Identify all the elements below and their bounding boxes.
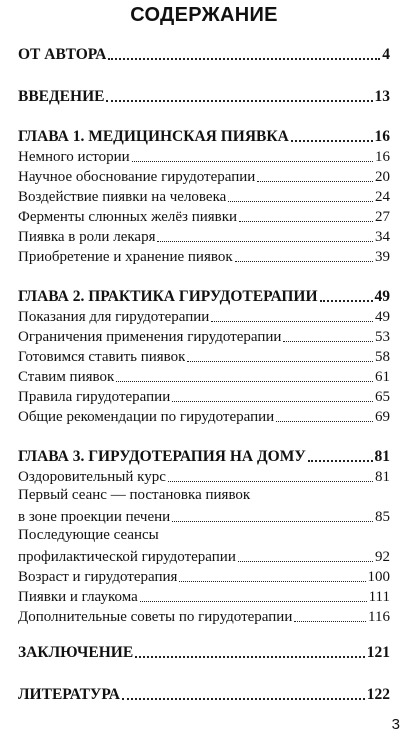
toc-entry[interactable] (18, 226, 390, 246)
toc-entry-references[interactable] (18, 684, 390, 704)
toc-entry[interactable] (18, 566, 390, 586)
dot-leader (172, 401, 373, 402)
toc-entry-conclusion[interactable] (18, 642, 390, 662)
toc-entry-title: ВВЕДЕНИЕ (18, 88, 105, 105)
dot-leader (179, 581, 365, 582)
toc-entry-title: Показания для гирудотерапии (18, 309, 210, 325)
toc-entry[interactable] (18, 386, 390, 406)
toc-entry[interactable] (18, 606, 390, 626)
toc-entry[interactable] (18, 186, 390, 206)
toc-entry[interactable] (18, 406, 390, 426)
dot-leader (187, 361, 373, 362)
dot-leader (108, 58, 380, 60)
dot-leader (135, 656, 365, 658)
toc-entry-from-author[interactable] (18, 44, 390, 64)
toc-entry-title: Ставим пиявок (18, 369, 115, 385)
toc-entry-title: Научное обоснование гирудотерапии (18, 169, 256, 185)
dot-leader (132, 161, 373, 162)
toc-entry-introduction[interactable] (18, 86, 390, 106)
dot-leader (257, 181, 373, 182)
toc-entry-title: Дополнительные советы по гирудотерапии (18, 609, 293, 625)
toc-entry[interactable] (18, 346, 390, 366)
toc-entry-title: Пиявка в роли лекаря (18, 229, 156, 245)
toc-entry-title: Ограничения применения гирудотерапии (18, 329, 282, 345)
toc-entry[interactable] (18, 586, 390, 606)
toc-page-number: 65 (375, 389, 390, 405)
toc-entry[interactable] (18, 366, 390, 386)
toc-page-number: 34 (375, 229, 390, 245)
toc-entry-title: в зоне проекции печени (18, 509, 171, 525)
toc-entry[interactable] (18, 146, 390, 166)
toc-entry[interactable] (18, 246, 390, 266)
toc-page-number: 81 (375, 469, 390, 485)
toc-entry[interactable] (18, 306, 390, 326)
toc-entry-title: ГЛАВА 3. ГИРУДОТЕРАПИЯ НА ДОМУ (18, 448, 306, 465)
dot-leader (283, 341, 373, 342)
toc-chapter-2[interactable] (18, 286, 390, 306)
toc-entry-title: Правила гирудотерапии (18, 389, 171, 405)
toc-entry-title: ГЛАВА 2. ПРАКТИКА ГИРУДОТЕРАПИИ (18, 288, 318, 305)
toc-entry[interactable] (18, 466, 390, 486)
toc-page-number: 16 (375, 149, 390, 165)
toc-entry-title: Немного истории (18, 149, 130, 165)
toc-entry-title: ЛИТЕРАТУРА (18, 686, 120, 703)
dot-leader (239, 221, 373, 222)
toc-entry-title: Воздействие пиявки на человека (18, 189, 227, 205)
dot-leader (140, 601, 367, 602)
toc-page-number: 81 (374, 448, 390, 465)
toc-page-number: 116 (368, 609, 390, 625)
toc-entry-title: профилактической гирудотерапии (18, 549, 236, 565)
toc-entry-title: Возраст и гирудотерапия (18, 569, 178, 585)
toc-page-number: 24 (375, 189, 390, 205)
toc-entry[interactable] (18, 546, 390, 566)
toc-page-number: 16 (374, 128, 390, 145)
toc-entry-title: Ферменты слюнных желёз пиявки (18, 209, 238, 225)
dot-leader (238, 561, 373, 562)
toc-page-number: 111 (368, 589, 390, 605)
page-title: СОДЕРЖАНИЕ (130, 4, 278, 26)
dot-leader (228, 201, 373, 202)
toc-entry[interactable] (18, 326, 390, 346)
toc-entry-title: ЗАКЛЮЧЕНИЕ (18, 644, 134, 661)
toc-page-number: 92 (375, 549, 390, 565)
toc-entry-title: Оздоровительный курс (18, 469, 166, 485)
toc-page-number: 69 (375, 409, 390, 425)
toc-page-number: 53 (375, 329, 390, 345)
toc-entry-title: Готовимся ставить пиявок (18, 349, 186, 365)
dot-leader (320, 300, 373, 302)
dot-leader (276, 421, 373, 422)
dot-leader (211, 321, 373, 322)
toc-entry-first-line[interactable]: Первый сеанс — постановка пиявок (18, 487, 251, 503)
toc-entry-title: ГЛАВА 1. МЕДИЦИНСКАЯ ПИЯВКА (18, 128, 289, 145)
toc-page-number: 58 (375, 349, 390, 365)
toc-page-number: 4 (382, 46, 390, 63)
dot-leader (106, 100, 372, 102)
toc-page-number: 27 (375, 209, 390, 225)
toc-entry-first-line[interactable]: Последующие сеансы (18, 527, 159, 543)
toc-entry-title: Пиявки и глаукома (18, 589, 138, 605)
toc-page-number: 20 (375, 169, 390, 185)
dot-leader (172, 521, 373, 522)
dot-leader (122, 698, 365, 700)
toc-chapter-3[interactable] (18, 446, 390, 466)
toc-entry-title: ОТ АВТОРА (18, 46, 107, 63)
dot-leader (308, 460, 373, 462)
toc-entry[interactable] (18, 206, 390, 226)
toc-page-number: 100 (367, 569, 390, 585)
toc-page-number: 49 (375, 309, 390, 325)
toc-page-number: 121 (366, 644, 390, 661)
dot-leader (294, 621, 366, 622)
toc-chapter-1[interactable] (18, 126, 390, 146)
dot-leader (157, 241, 373, 242)
toc-page-number: 49 (374, 288, 390, 305)
toc-page-number: 39 (375, 249, 390, 265)
toc-page-number: 61 (375, 369, 390, 385)
toc-page-number: 122 (366, 686, 390, 703)
dot-leader (168, 481, 373, 482)
toc-entry-title: Общие рекомендации по гирудотерапии (18, 409, 275, 425)
toc-entry[interactable] (18, 166, 390, 186)
toc-entry[interactable] (18, 506, 390, 526)
dot-leader (291, 140, 373, 142)
toc-entry-title: Приобретение и хранение пиявок (18, 249, 233, 265)
toc-page-number: 13 (374, 88, 390, 105)
toc-page-number: 85 (375, 509, 390, 525)
page-number: 3 (391, 716, 400, 733)
dot-leader (116, 381, 373, 382)
dot-leader (235, 261, 373, 262)
